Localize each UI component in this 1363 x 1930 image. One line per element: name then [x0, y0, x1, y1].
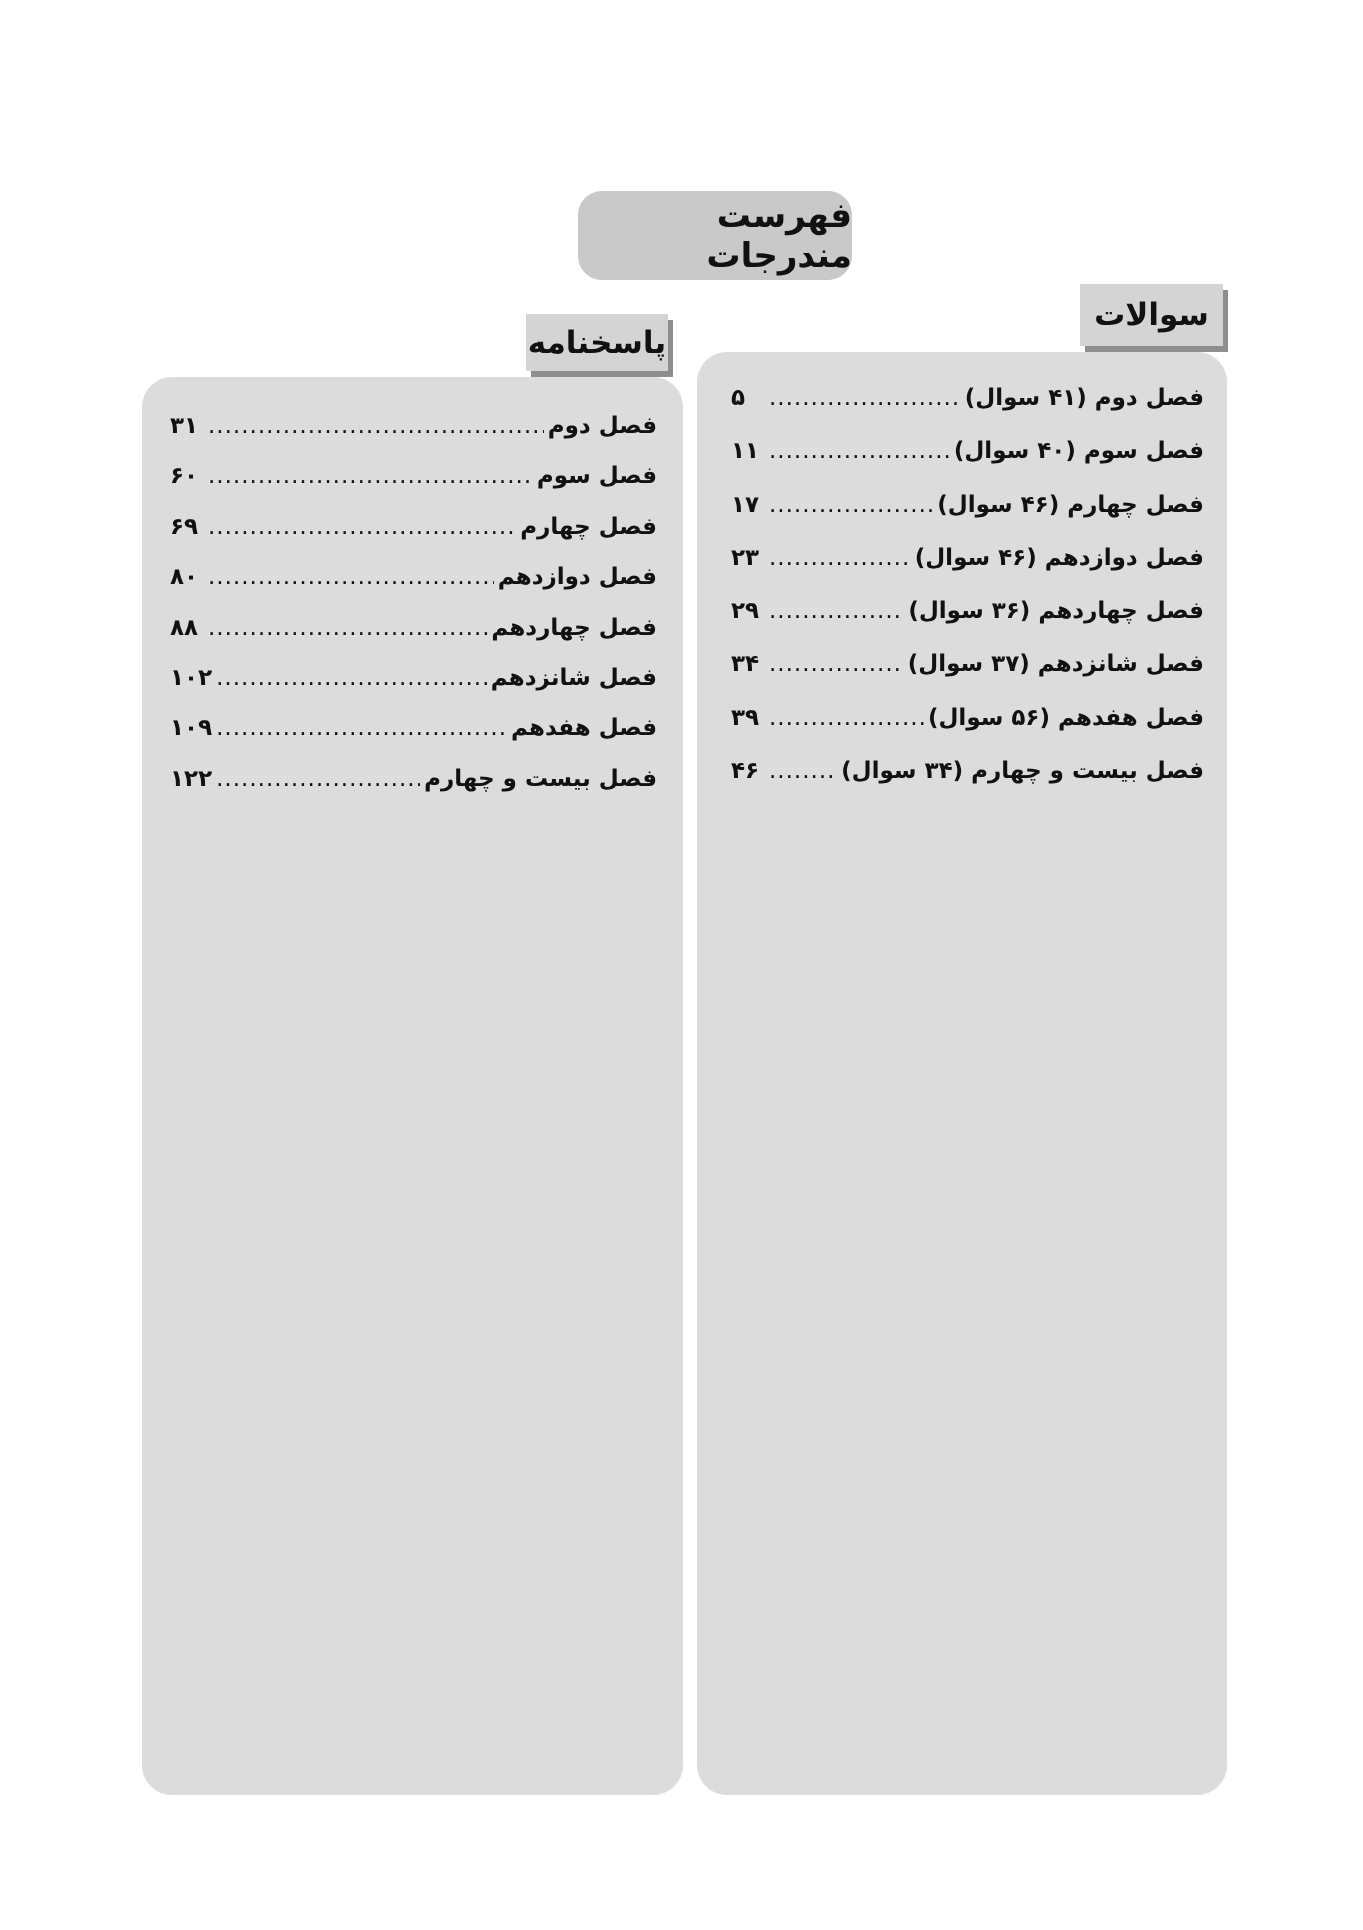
entry-title: فصل چهارم	[1067, 491, 1204, 518]
answers-list	[170, 413, 657, 816]
entry-question-count: (۴۰ سوال)	[953, 438, 1076, 465]
toc-entry[interactable]	[170, 665, 657, 715]
entry-page-number: ۲۳	[731, 544, 760, 571]
entry-title: فصل شانزدهم	[490, 664, 657, 691]
toc-entry[interactable]	[731, 598, 1204, 651]
entry-title: فصل چهاردهم	[491, 614, 657, 641]
dot-leader	[208, 514, 516, 540]
entry-title: فصل شانزدهم	[1037, 651, 1204, 678]
dot-leader	[208, 463, 533, 489]
entry-page-number: ۳۹	[731, 704, 760, 731]
dot-leader	[208, 564, 494, 590]
dot-leader	[216, 766, 420, 792]
entry-question-count: (۳۴ سوال)	[841, 758, 964, 785]
toc-entry[interactable]	[170, 766, 657, 816]
entry-title: فصل دوازدهم	[1044, 544, 1204, 571]
entry-question-count: (۳۷ سوال)	[907, 651, 1030, 678]
toc-entry[interactable]	[731, 385, 1204, 438]
entry-page-number: ۶۰	[170, 463, 199, 490]
toc-entry[interactable]	[170, 463, 657, 513]
dot-leader	[208, 615, 487, 641]
toc-entry[interactable]	[170, 715, 657, 765]
toc-entry[interactable]	[731, 545, 1204, 598]
entry-title: فصل هفدهم	[510, 715, 657, 742]
entry-title: فصل هفدهم	[1057, 704, 1204, 731]
dot-leader	[769, 705, 924, 731]
toc-entry[interactable]	[731, 492, 1204, 545]
entry-question-count: (۴۶ سوال)	[937, 491, 1060, 518]
page-title: فهرست مندرجات	[578, 191, 852, 280]
toc-entry[interactable]	[170, 413, 657, 463]
toc-entry[interactable]	[731, 705, 1204, 758]
entry-title: فصل چهارم	[520, 513, 657, 540]
entry-page-number: ۸۸	[170, 614, 199, 641]
entry-title: فصل بیست و چهارم	[971, 758, 1204, 785]
entry-page-number: ۱۲۲	[170, 765, 213, 792]
dot-leader	[216, 665, 487, 691]
toc-entry[interactable]	[170, 615, 657, 665]
entry-page-number: ۵	[731, 385, 746, 411]
questions-list	[731, 385, 1204, 811]
entry-page-number: ۸۰	[170, 564, 199, 591]
entry-page-number: ۱۱	[731, 438, 760, 465]
entry-page-number: ۲۹	[731, 598, 760, 625]
entry-page-number: ۶۹	[170, 513, 199, 540]
toc-entry[interactable]	[170, 564, 657, 614]
entry-question-count: (۳۶ سوال)	[908, 598, 1031, 625]
dot-leader	[216, 715, 507, 741]
entry-question-count: (۴۶ سوال)	[914, 544, 1037, 571]
entry-page-number: ۱۰۲	[170, 664, 213, 691]
entry-page-number: ۱۰۹	[170, 715, 213, 742]
dot-leader	[769, 598, 904, 624]
entry-title: فصل چهاردهم	[1038, 598, 1204, 625]
answers-heading: پاسخنامه	[526, 314, 668, 371]
toc-entry[interactable]	[170, 514, 657, 564]
entry-title: فصل دوم	[547, 413, 657, 439]
toc-entry[interactable]	[731, 438, 1204, 491]
dot-leader	[769, 545, 911, 571]
entry-page-number: ۴۶	[731, 758, 760, 785]
dot-leader	[769, 438, 950, 464]
entry-title: فصل سوم	[1083, 438, 1204, 465]
entry-page-number: ۳۱	[170, 413, 199, 439]
dot-leader	[769, 651, 904, 677]
dot-leader	[769, 385, 961, 411]
dot-leader	[769, 492, 933, 518]
entry-title: فصل بیست و چهارم	[424, 765, 657, 792]
entry-question-count: (۴۱ سوال)	[964, 385, 1087, 411]
entry-title: فصل دوازدهم	[497, 564, 657, 591]
entry-title: فصل دوم	[1094, 385, 1204, 411]
questions-heading: سوالات	[1080, 284, 1223, 346]
entry-page-number: ۱۷	[731, 491, 760, 518]
toc-entry[interactable]	[731, 651, 1204, 704]
toc-entry[interactable]	[731, 758, 1204, 811]
entry-title: فصل سوم	[536, 463, 657, 490]
entry-page-number: ۳۴	[731, 651, 760, 678]
dot-leader	[208, 413, 544, 439]
entry-question-count: (۵۶ سوال)	[927, 704, 1050, 731]
dot-leader	[769, 758, 837, 784]
